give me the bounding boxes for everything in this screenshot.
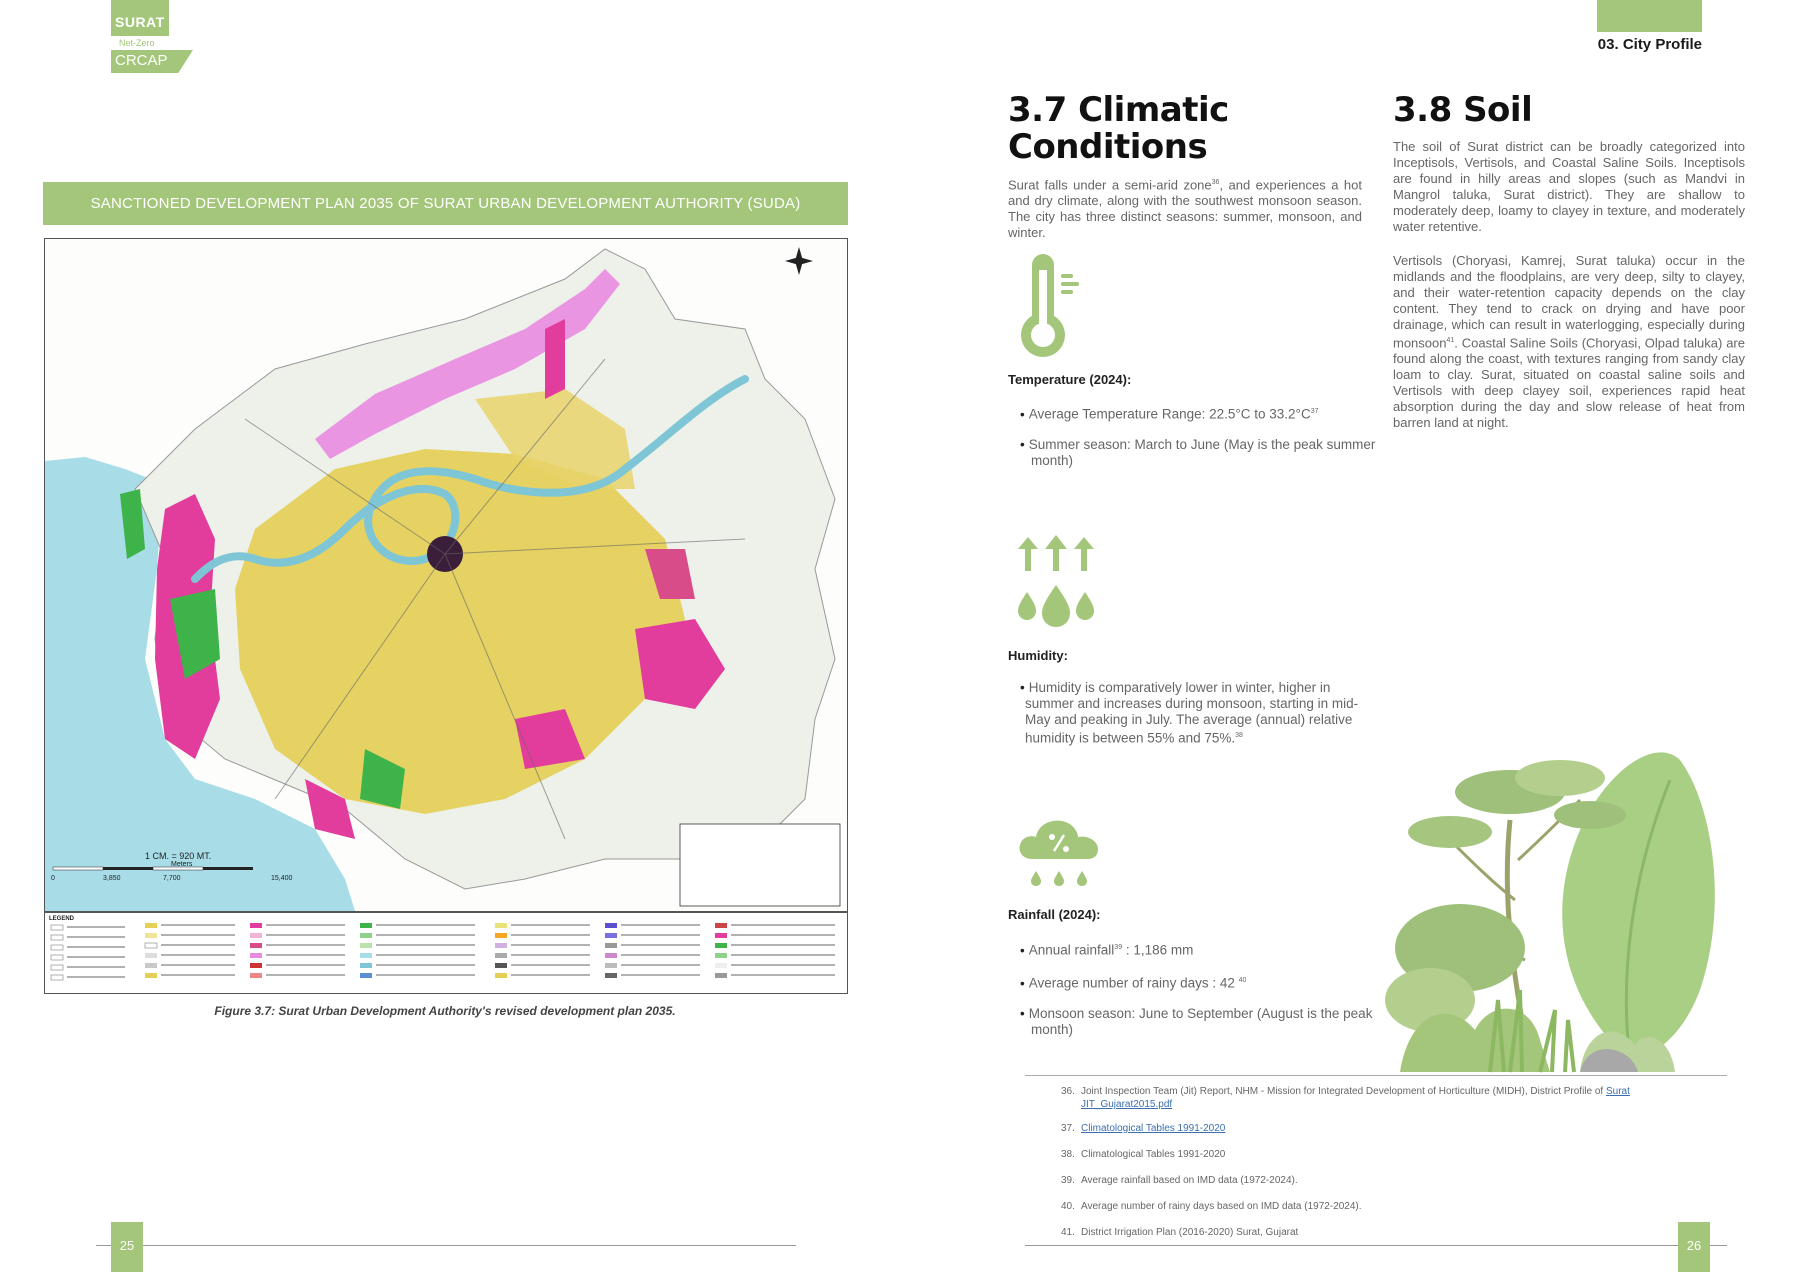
scale-tick: 3,850 — [103, 875, 121, 882]
climate-intro: Surat falls under a semi-arid zone$^{36}$, and experiences a hot and dry climate, along with the southwest monsoon season. The city has three distinct seasons: summer, monsoon, and winter. — [1008, 177, 1362, 241]
climate-heading-line2: Conditions — [1008, 127, 1208, 167]
thermometer-icon — [1016, 250, 1088, 360]
temperature-bullet: • Summer season: March to June (May is the peak summer month) — [1020, 437, 1376, 468]
rain-cloud-icon — [1018, 815, 1104, 895]
rainfall-bullet: • Average number of rainy days : 42 $^{40}$ — [1020, 975, 1247, 991]
scale-unit: Meters — [171, 861, 193, 868]
map-drawing — [45, 239, 847, 911]
logo — [111, 0, 195, 73]
soil-paragraph-2: Vertisols (Choryasi, Kamrej, Surat taluka) occur in the midlands and the floodplains, are very deep, silty to clayey, and their water-retention capacity depends on the clay content. They tend to crack on drying and have poor drainage, which can result in waterlogging, especially during monsoon$^{41}$. Coastal Saline Soils (Choryasi, Olpad taluka) are found along the coast, with textures ranging from sandy clay loam to clay. Surat, situated on coastal saline soils and Vertisols with deep clayey soil, experiences rapid heat absorption during the day and slow release of heat from barren land at night. — [1393, 253, 1745, 431]
header-tab — [1597, 0, 1702, 32]
map-legend — [44, 912, 848, 994]
logo-crcap: CRCAP — [115, 52, 168, 69]
map-banner: SANCTIONED DEVELOPMENT PLAN 2035 OF SURAT URBAN DEVELOPMENT AUTHORITY (SUDA) — [43, 182, 848, 225]
footnote-39: 39. Average rainfall based on IMD data (1972-2024). — [1061, 1175, 1298, 1186]
legend-title: LEGEND — [49, 916, 75, 922]
footnote-36-link[interactable]: Surat JIT_Gujarat2015.pdf — [1081, 1086, 1630, 1110]
page-number-left: 25 — [111, 1222, 143, 1272]
page-number-right: 26 — [1678, 1222, 1710, 1272]
rainfall-bullet: • Annual rainfall$^{39}$ : 1,186 mm — [1020, 942, 1194, 958]
temperature-title: Temperature (2024): — [1008, 372, 1132, 387]
scale-label: 1 CM. = 920 MT. — [145, 851, 212, 861]
footnote-36: 36. Joint Inspection Team (Jit) Report, NHM - Mission for Integrated Development of Horticulture (MIDH), District Profile of Surat JIT_Gujarat2015.pdf — [1061, 1086, 1630, 1110]
humidity-icon — [1010, 535, 1102, 635]
tree-illustration — [1380, 700, 1740, 1075]
rainfall-bullet: • Monsoon season: June to September (August is the peak month) — [1020, 1006, 1373, 1037]
scale-tick: 0 — [51, 875, 55, 882]
scale-tick: 15,400 — [271, 875, 293, 882]
development-plan-map — [44, 238, 848, 912]
humidity-bullet: • Humidity is comparatively lower in winter, higher in summer and increases during monsoon, starting in mid-May and peaking in July. The average (annual) relative humidity is between 55% and 75%.$^{38}$ — [1020, 680, 1359, 746]
logo-subtitle: Net-Zero — [119, 38, 155, 48]
logo-title: SURAT — [115, 14, 165, 30]
section-label: 03. City Profile — [1597, 36, 1702, 53]
soil-heading: 3.8 Soil — [1393, 90, 1533, 130]
soil-paragraph-1: The soil of Surat district can be broadly categorized into Inceptisols, Vertisols, and Coastal Saline Soils. Inceptisols are found in hilly areas and slopes (such as Mandvi in Mangrol taluka, Surat district). They are shallow to moderately deep, loamy to clayey in texture, and moderately water retentive. — [1393, 139, 1745, 234]
legend-swatches — [45, 913, 847, 993]
footnote-40: 40. Average number of rainy days based on IMD data (1972-2024). — [1061, 1201, 1362, 1212]
footnote-divider — [1025, 1075, 1727, 1076]
temperature-bullet: • Average Temperature Range: 22.5°C to $33.2^\circ C^{37}$ — [1020, 406, 1319, 422]
footer-rule-right — [1025, 1245, 1727, 1246]
climate-heading — [1008, 92, 1348, 166]
footnote-37-link[interactable]: Climatological Tables 1991-2020 — [1081, 1123, 1226, 1134]
scale-tick: 7,700 — [163, 875, 181, 882]
rainfall-title: Rainfall (2024): — [1008, 907, 1101, 922]
climate-heading-line1: 3.7 Climatic — [1008, 90, 1229, 130]
humidity-title: Humidity: — [1008, 648, 1068, 663]
figure-caption: Figure 3.7: Surat Urban Development Authority's revised development plan 2035. — [214, 1004, 676, 1018]
footnote-38: 38. Climatological Tables 1991-2020 — [1061, 1149, 1226, 1160]
footnote-41: 41. District Irrigation Plan (2016-2020) Surat, Gujarat — [1061, 1227, 1299, 1238]
footnote-37: 37. Climatological Tables 1991-2020 — [1061, 1123, 1226, 1134]
footer-rule-left — [96, 1245, 796, 1246]
